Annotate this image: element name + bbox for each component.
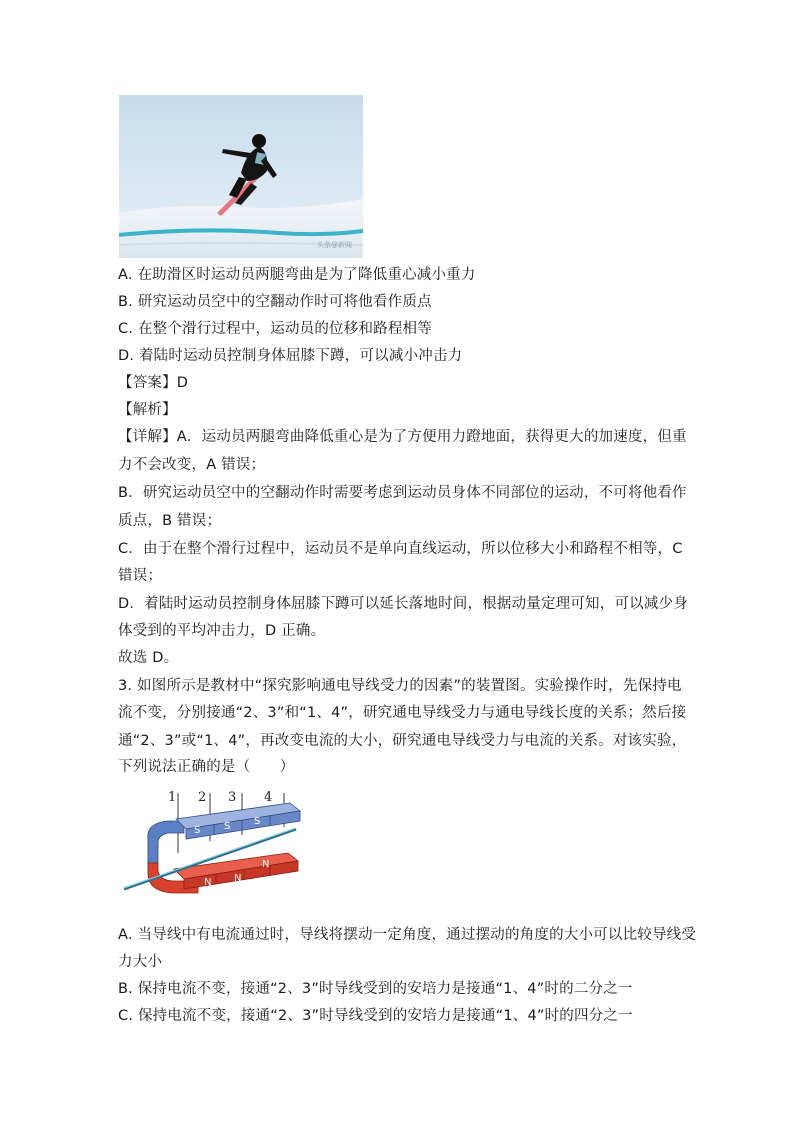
analysis-line: 质点，B 错误； <box>118 513 222 529</box>
q2-option-c: C. 在整个滑行过程中，运动员的位移和路程相等 <box>118 321 432 337</box>
q3-stem-line: 3. 如图所示是教材中“探究影响通电导线受力的因素”的装置图。实验操作时，先保持电 <box>118 678 682 694</box>
analysis-line: C．由于在整个滑行过程中，运动员不是单向直线运动，所以位移大小和路程不相等，C <box>118 541 683 557</box>
analysis-line: B．研究运动员空中的空翻动作时需要考虑到运动员身体不同部位的运动，不可将他看作 <box>118 485 687 501</box>
q3-option-a-cont: 力大小 <box>118 954 163 970</box>
q2-option-b: B. 研究运动员空中的空翻动作时可将他看作质点 <box>118 294 432 310</box>
analysis-line: 【详解】A．运动员两腿弯曲降低重心是为了方便用力蹬地面，获得更大的加速度，但重 <box>118 429 687 445</box>
pole-n: N <box>204 877 212 888</box>
wire-label-3: 3 <box>228 790 237 805</box>
analysis-line: 力不会改变，A 错误； <box>118 457 266 473</box>
snowboard-jump-image <box>119 95 363 258</box>
pole-s: S <box>254 816 261 827</box>
q3-option-b: B. 保持电流不变，接通“2、3”时导线受到的安培力是接通“1、4”时的二分之一 <box>118 981 633 997</box>
q3-stem-line: 通“2、3”或“1、4”，再改变电流的大小，研究通电导线受力与电流的关系。对该实验， <box>118 733 687 749</box>
analysis-line: 体受到的平均冲击力，D 正确。 <box>118 623 326 639</box>
answer-line: 【答案】D <box>118 375 189 391</box>
snowboarder-photo <box>119 95 363 258</box>
wire-label-2: 2 <box>198 790 207 805</box>
pole-n: N <box>234 873 242 884</box>
analysis-line: 错误； <box>118 568 163 584</box>
magnet-apparatus-diagram <box>118 783 308 898</box>
q2-option-a: A. 在助滑区时运动员两腿弯曲是为了降低重心减小重力 <box>118 267 476 283</box>
q3-option-a: A. 当导线中有电流通过时，导线将摆动一定角度，通过摆动的角度的大小可以比较导线受 <box>118 927 697 943</box>
wire-label-4: 4 <box>264 790 273 805</box>
q3-stem-line: 下列说法正确的是（ ） <box>118 759 295 775</box>
q2-option-d: D. 着陆时运动员控制身体屈膝下蹲，可以减小冲击力 <box>118 348 463 364</box>
q3-option-c: C. 保持电流不变，接通“2、3”时导线受到的安培力是接通“1、4”时的四分之一 <box>118 1008 633 1024</box>
pole-s: S <box>194 825 201 836</box>
pole-s: S <box>224 821 231 832</box>
analysis-line: D．着陆时运动员控制身体屈膝下蹲可以延长落地时间，根据动量定理可知，可以减少身 <box>118 596 688 612</box>
photo-watermark: 头条@新闻 <box>317 241 352 249</box>
pole-n: N <box>262 859 270 870</box>
wire-label-1: 1 <box>168 790 177 805</box>
analysis-line: 故选 D。 <box>118 650 179 666</box>
q3-stem-line: 流不变，分别接通“2、3”和“1、4”，研究通电导线受力与通电导线长度的关系；然后接 <box>118 705 687 721</box>
analysis-heading: 【解析】 <box>118 402 177 418</box>
